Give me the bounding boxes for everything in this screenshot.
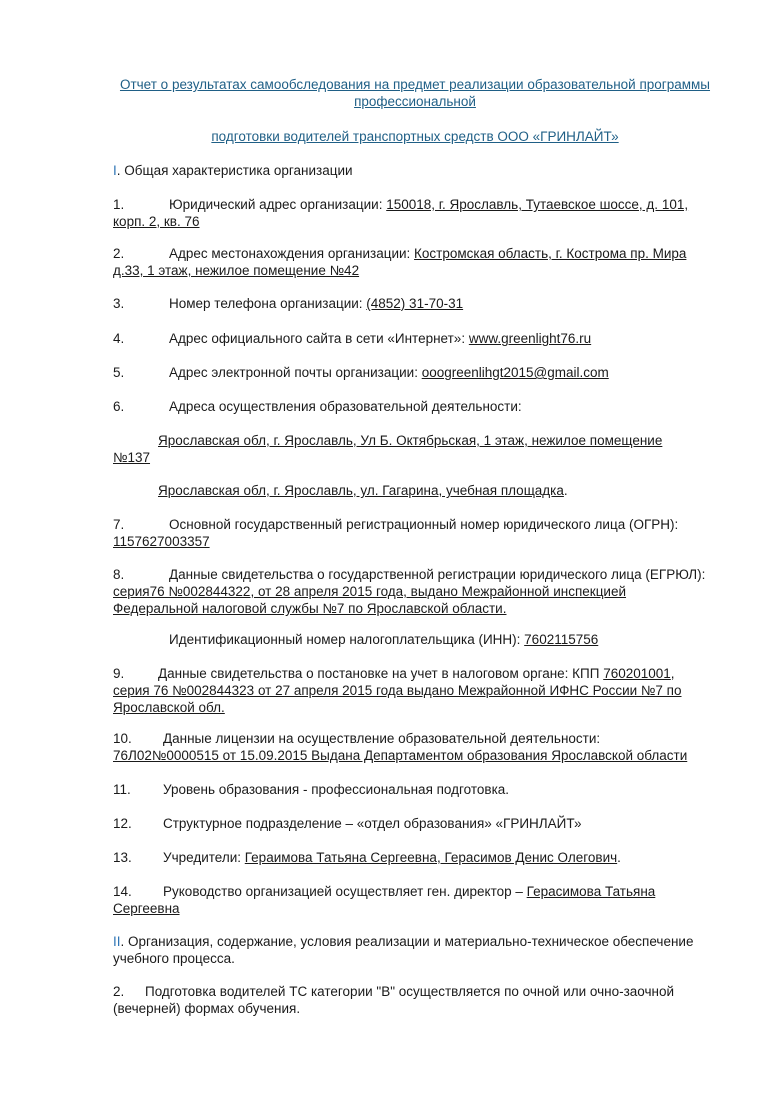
education-address-2: Ярославская обл, г. Ярославль, ул. Гагарина, учебная площадка. — [158, 483, 568, 498]
item-14-management: 14. Руководство организацией осуществляет ген. директор – Герасимова Татьяна Сергеевна — [113, 884, 656, 916]
item-10-license: 10. Данные лицензии на осуществление образовательной деятельности: 76Л02№0000515 от 15.09.2015 Выдана Департаментом образования Ярославской области — [113, 731, 688, 763]
item-5-email: 5. Адрес электронной почты организации: ooogreenlihgt2015@gmail.com — [113, 365, 609, 380]
report-title-line1: Отчет о результатах самообследования на предмет реализации образовательной программы — [119, 77, 711, 92]
item-1-legal-address: 1. Юридический адрес организации: 150018, г. Ярославль, Тутаевское шоссе, д. 101, корп. 2, кв. 76 — [113, 197, 689, 229]
email-link[interactable]: ooogreenlihgt2015@gmail.com — [421, 365, 609, 380]
inn-line: Идентификационный номер налогоплательщика (ИНН): 7602115756 — [169, 632, 599, 647]
item-9-tax-registration: 9. Данные свидетельства о постановке на учет в налоговом органе: КПП 760201001, серия 76 №002844323 от 27 апреля 2015 года выдано Межрайонной ИФНС России №7 по Ярославской обл. — [113, 666, 682, 715]
item-13-founders: 13. Учредители: Гераимова Татьяна Сергеевна, Герасимов Денис Олегович. — [113, 850, 621, 865]
report-title-line2: профессиональной — [354, 94, 476, 109]
item-2-location-address: 2. Адрес местонахождения организации: Костромская область, г. Кострома пр. Мира д.33, 1 этаж, нежилое помещение №42 — [113, 246, 687, 278]
item-3-phone: 3. Номер телефона организации: (4852) 31-70-31 — [113, 296, 464, 311]
website-link[interactable]: www.greenlight76.ru — [468, 331, 592, 346]
section-2-heading: II. Организация, содержание, условия реализации и материально-техническое обеспечение учебного процесса. — [113, 934, 694, 966]
item-12-department: 12. Структурное подразделение – «отдел образования» «ГРИНЛАЙТ» — [113, 816, 582, 831]
item-8-egrul: 8. Данные свидетельства о государственной регистрации юридического лица (ЕГРЮЛ): серия76 №002844322, от 28 апреля 2015 года, выдано Межрайонной инспекцией Федеральной налоговой службы №7 по Ярославской области. — [113, 567, 706, 616]
item-6-education-addresses: 6. Адреса осуществления образовательной деятельности: — [113, 399, 522, 414]
item-4-website: 4. Адрес официального сайта в сети «Интернет»: www.greenlight76.ru — [113, 331, 592, 346]
item-11-education-level: 11. Уровень образования - профессиональная подготовка. — [113, 782, 510, 797]
item-7-ogrn: 7. Основной государственный регистрационный номер юридического лица (ОГРН): 1157627003357 — [113, 517, 679, 549]
section-2-item-2: 2. Подготовка водителей ТС категории "В" осуществляется по очной или очно-заочной (вечерней) формах обучения. — [113, 984, 675, 1016]
section-1-heading: I. Общая характеристика организации — [113, 163, 353, 178]
report-title-line3: подготовки водителей транспортных средств ООО «ГРИНЛАЙТ» — [211, 129, 619, 144]
education-address-1: Ярославская обл, г. Ярославль, Ул Б. Октябрьская, 1 этаж, нежилое помещение №137 — [113, 433, 663, 465]
